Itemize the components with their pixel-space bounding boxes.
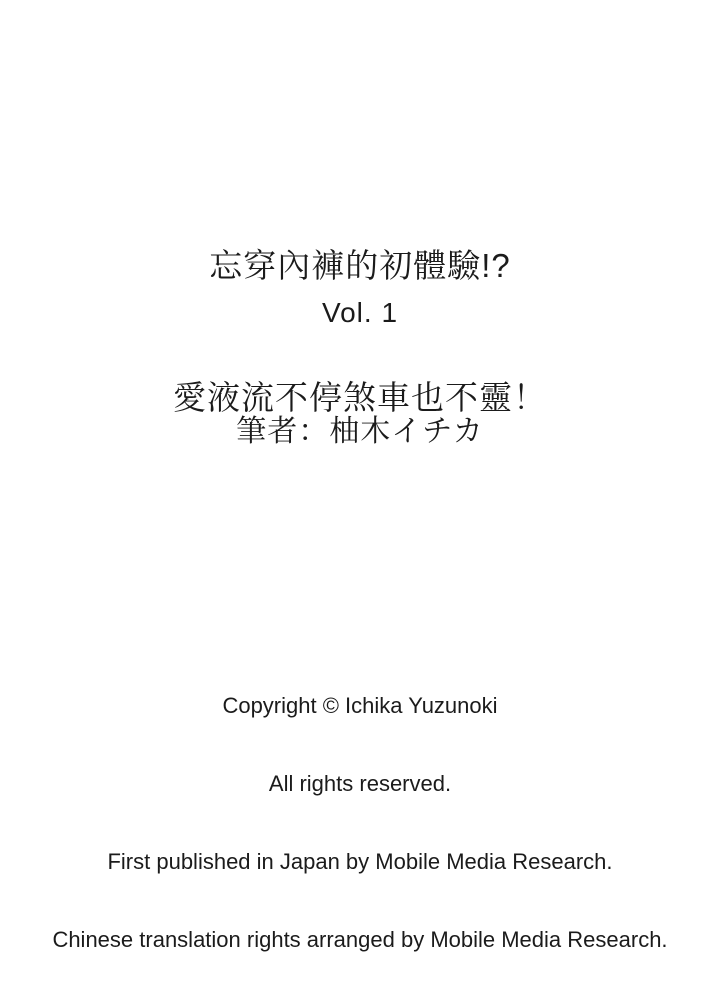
copyright-line-translation: Chinese translation rights arranged by Mobile Media Research. (52, 927, 668, 952)
book-title-line-1: 忘穿內褲的初體驗!? (209, 247, 511, 284)
copyright-block (0, 641, 720, 1005)
copyright-line-rights: All rights reserved. (268, 771, 452, 796)
book-title-line-2: 愛液流不停煞車也不靈！ (173, 379, 547, 416)
copyright-line-publisher: First published in Japan by Mobile Media Research. (107, 849, 613, 874)
volume-label: Vol. 1 (321, 297, 399, 328)
copyright-line-holder: Copyright © Ichika Yuzunoki (222, 693, 498, 718)
book-title (0, 156, 720, 508)
author-credit: 筆者：柚木イチカ (236, 415, 484, 448)
